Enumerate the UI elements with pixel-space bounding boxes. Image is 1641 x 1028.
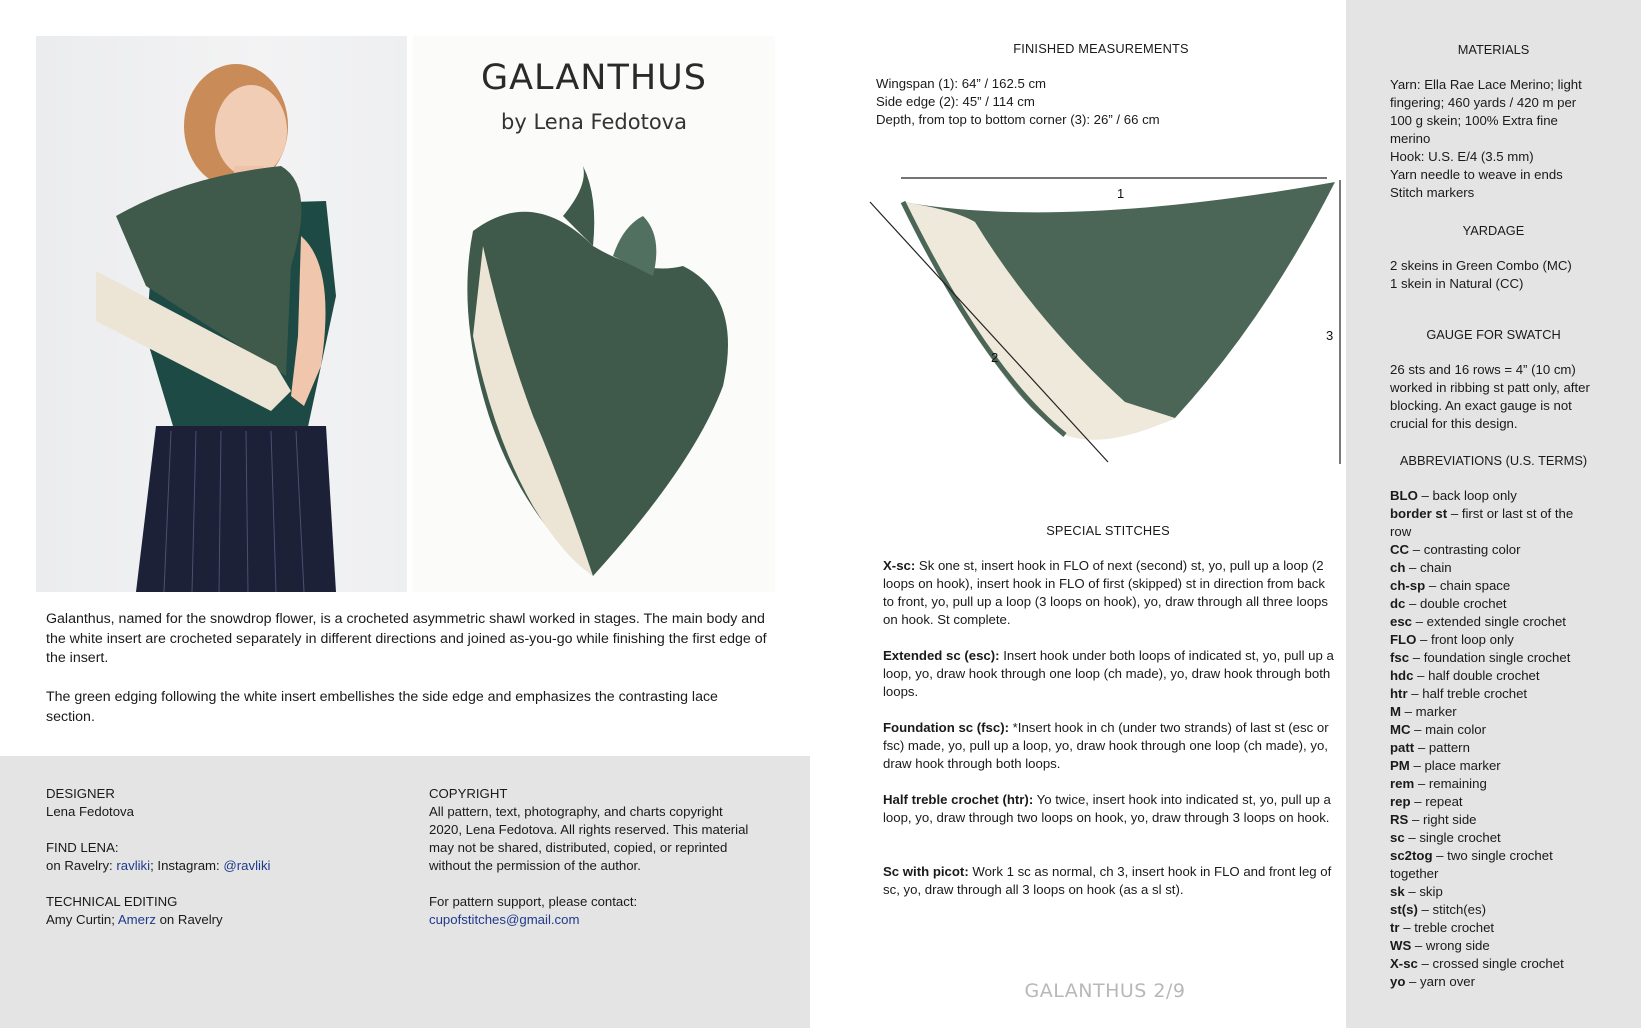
measurements-diagram: [865, 170, 1345, 470]
yardage-item: 1 skein in Natural (CC): [1390, 276, 1524, 291]
pattern-title: GALANTHUS: [480, 58, 708, 98]
abbreviation-definition: – foundation single crochet: [1409, 650, 1571, 665]
gauge-text: 26 sts and 16 rows = 4” (10 cm) worked in ribbing st patt only, after blocking. An exact gauge is not crucial for this design.: [1390, 362, 1590, 431]
support-email-link[interactable]: cupofstitches@gmail.com: [429, 912, 580, 927]
abbreviation-term: X-sc: [1390, 956, 1418, 971]
abbreviation-term: rep: [1390, 794, 1411, 809]
pattern-byline: by Lena Fedotova: [501, 110, 687, 134]
abbreviation-item: [1390, 955, 1595, 973]
intro-paragraph: Galanthus, named for the snowdrop flower, is a crocheted asymmetric shawl worked in stages. The main body and the white insert are crocheted separately in different directions and joined as-you-go while finishing the first edge of the insert.: [46, 611, 767, 666]
abbreviation-item: [1390, 919, 1595, 937]
abbreviation-item: [1390, 937, 1595, 955]
materials-item: Yarn needle to weave in ends: [1390, 167, 1563, 182]
abbreviation-term: ch: [1390, 560, 1406, 575]
abbreviation-definition: – single crochet: [1404, 830, 1501, 845]
materials-item: Hook: U.S. E/4 (3.5 mm): [1390, 149, 1534, 164]
copyright-heading: COPYRIGHT: [429, 786, 508, 801]
stitch-definition: Half treble crochet (htr): Yo twice, insert hook into indicated st, yo, pull up a loop, yo, draw through two loops on hook, yo, draw through 3 loops on hook.: [883, 792, 1331, 825]
abbreviation-term: htr: [1390, 686, 1408, 701]
abbreviation-definition: – main color: [1410, 722, 1487, 737]
copyright-section: [429, 785, 759, 875]
abbreviation-definition: – remaining: [1414, 776, 1487, 791]
instagram-link[interactable]: @ravliki: [223, 858, 271, 873]
abbreviations-heading: ABBREVIATIONS (U.S. TERMS): [1399, 453, 1588, 468]
page-number-footer: GALANTHUS 2/9: [1024, 980, 1186, 1002]
abbreviation-item: [1390, 829, 1595, 847]
abbreviation-item: [1390, 847, 1595, 883]
abbreviation-definition: – half treble crochet: [1407, 686, 1528, 701]
abbreviation-definition: – yarn over: [1405, 974, 1476, 989]
abbreviation-definition: – double crochet: [1405, 596, 1507, 611]
abbreviation-item: [1390, 901, 1595, 919]
abbreviation-item: [1390, 487, 1595, 505]
model-wearing-shawl-illustration: [36, 36, 407, 592]
abbreviation-item: [1390, 793, 1595, 811]
side-edge-label: 2: [991, 350, 999, 365]
tech-editing-heading: TECHNICAL EDITING: [46, 894, 178, 909]
abbreviation-term: dc: [1390, 596, 1406, 611]
find-section: [46, 839, 406, 875]
abbreviation-term: border st: [1390, 506, 1448, 521]
stitch-definition: Foundation sc (fsc): *Insert hook in ch (under two strands) of last st (esc or fsc) made, yo, pull up a loop, yo, draw hook through one loop (ch made), yo, draw hook through both loops.: [883, 720, 1329, 771]
abbreviation-item: [1390, 739, 1595, 757]
abbreviation-definition: – right side: [1408, 812, 1477, 827]
abbreviation-item: [1390, 883, 1595, 901]
abbreviation-term: sk: [1390, 884, 1405, 899]
ravelry-link[interactable]: ravliki: [116, 858, 151, 873]
intro-paragraph: The green edging following the white insert embellishes the side edge and emphasizes the contrasting lace section.: [46, 689, 718, 725]
abbreviation-item: [1390, 667, 1595, 685]
abbreviation-item: [1390, 649, 1595, 667]
abbreviation-term: WS: [1390, 938, 1412, 953]
copyright-text: All pattern, text, photography, and charts copyright 2020, Lena Fedotova. All rights reserved. This material may not be shared, distributed, copied, or reprinted without the permission of the author.: [429, 804, 749, 873]
amerz-link[interactable]: Amerz: [117, 912, 156, 927]
abbreviation-definition: – wrong side: [1411, 938, 1490, 953]
abbreviation-definition: – crossed single crochet: [1417, 956, 1564, 971]
abbreviation-definition: – first or last st of the row: [1390, 506, 1574, 539]
abbreviation-definition: – two single crochet together: [1390, 848, 1553, 881]
abbreviation-term: PM: [1390, 758, 1410, 773]
abbreviation-term: yo: [1390, 974, 1406, 989]
abbreviation-term: BLO: [1390, 488, 1418, 503]
abbreviation-item: [1390, 577, 1595, 595]
materials-heading: MATERIALS: [1457, 42, 1530, 57]
support-text: For pattern support, please contact:: [429, 894, 638, 909]
gauge-heading: GAUGE FOR SWATCH: [1426, 327, 1561, 342]
abbreviation-item: [1390, 559, 1595, 577]
abbreviation-term: rem: [1390, 776, 1415, 791]
abbreviation-term: patt: [1390, 740, 1415, 755]
abbreviation-term: st(s): [1390, 902, 1418, 917]
abbreviation-item: [1390, 631, 1595, 649]
abbreviation-item: [1390, 541, 1595, 559]
abbreviation-definition: – chain space: [1425, 578, 1511, 593]
abbreviation-item: [1390, 505, 1595, 541]
support-section: [429, 893, 759, 929]
yardage-list: [1390, 257, 1600, 293]
abbreviation-item: [1390, 811, 1595, 829]
abbreviation-term: hdc: [1390, 668, 1414, 683]
abbreviation-item: [1390, 775, 1595, 793]
abbreviation-definition: – marker: [1401, 704, 1457, 719]
abbreviation-definition: – extended single crochet: [1412, 614, 1566, 629]
abbreviation-term: sc2tog: [1390, 848, 1433, 863]
tech-editing-section: [46, 893, 406, 929]
measurement-item: Side edge (2): 45” / 114 cm: [876, 94, 1035, 109]
abbreviation-definition: – pattern: [1414, 740, 1470, 755]
stitch-definition: X-sc: Sk one st, insert hook in FLO of next (second) st, yo, pull up a loop (2 loops on hook), insert hook in FLO of first (skipped) st in direction from back to front, yo, pull up a loop (3 loops on hook), yo, draw through all three loops on hook. St complete.: [883, 558, 1328, 627]
stitch-definition: Extended sc (esc): Insert hook under both loops of indicated st, yo, pull up a loop, yo, draw hook through one loop (ch made), yo, draw hook through both loops.: [883, 648, 1334, 699]
measurements-list: [876, 75, 1336, 129]
abbreviation-term: tr: [1390, 920, 1400, 935]
measurement-item: Wingspan (1): 64” / 162.5 cm: [876, 76, 1047, 91]
abbreviation-term: MC: [1390, 722, 1411, 737]
abbreviation-item: [1390, 595, 1595, 613]
find-heading: FIND LENA:: [46, 840, 119, 855]
abbreviation-definition: – skip: [1404, 884, 1443, 899]
abbreviation-item: [1390, 757, 1595, 775]
abbreviation-term: esc: [1390, 614, 1413, 629]
abbreviation-item: [1390, 703, 1595, 721]
designer-name: Lena Fedotova: [46, 804, 134, 819]
abbreviation-term: M: [1390, 704, 1401, 719]
abbreviation-term: sc: [1390, 830, 1405, 845]
abbreviation-definition: – chain: [1405, 560, 1452, 575]
abbreviation-definition: – back loop only: [1417, 488, 1517, 503]
materials-list: [1390, 76, 1590, 202]
abbreviation-item: [1390, 973, 1595, 991]
abbreviation-definition: – stitch(es): [1417, 902, 1486, 917]
measurement-item: Depth, from top to bottom corner (3): 26” / 66 cm: [876, 112, 1160, 127]
yardage-heading: YARDAGE: [1462, 223, 1525, 238]
stitch-definition: Sc with picot: Work 1 sc as normal, ch 3, insert hook in FLO and front leg of sc, yo, draw through all 3 loops on hook (as a sl st).: [883, 864, 1332, 897]
wingspan-label: 1: [1117, 186, 1125, 201]
abbreviation-definition: – repeat: [1410, 794, 1463, 809]
abbreviation-definition: – front loop only: [1416, 632, 1514, 647]
abbreviation-term: RS: [1390, 812, 1409, 827]
abbreviation-definition: – contrasting color: [1409, 542, 1521, 557]
abbreviation-term: CC: [1390, 542, 1410, 557]
special-stitches-heading: SPECIAL STITCHES: [1046, 523, 1170, 538]
abbreviations-list: [1390, 487, 1595, 991]
abbreviation-item: [1390, 721, 1595, 739]
designer-heading: DESIGNER: [46, 786, 115, 801]
depth-label: 3: [1326, 328, 1334, 343]
model-photo: [36, 36, 407, 592]
abbreviation-definition: – place marker: [1409, 758, 1501, 773]
abbreviation-term: FLO: [1390, 632, 1417, 647]
find-links: on Ravelry: ravliki; Instagram: @ravliki: [46, 858, 271, 873]
materials-item: Stitch markers: [1390, 185, 1475, 200]
measurements-heading: FINISHED MEASUREMENTS: [1013, 41, 1189, 56]
tech-editing-credit: Amy Curtin; Amerz on Ravelry: [46, 912, 223, 927]
yardage-item: 2 skeins in Green Combo (MC): [1390, 258, 1572, 273]
materials-item: Yarn: Ella Rae Lace Merino; light fingering; 460 yards / 420 m per 100 g skein; 100% Extra fine merino: [1390, 77, 1582, 146]
abbreviation-item: [1390, 613, 1595, 631]
abbreviation-definition: – treble crochet: [1399, 920, 1495, 935]
abbreviation-definition: – half double crochet: [1413, 668, 1540, 683]
abbreviation-item: [1390, 685, 1595, 703]
designer-section: [46, 785, 406, 821]
abbreviation-term: ch-sp: [1390, 578, 1426, 593]
abbreviation-term: fsc: [1390, 650, 1410, 665]
